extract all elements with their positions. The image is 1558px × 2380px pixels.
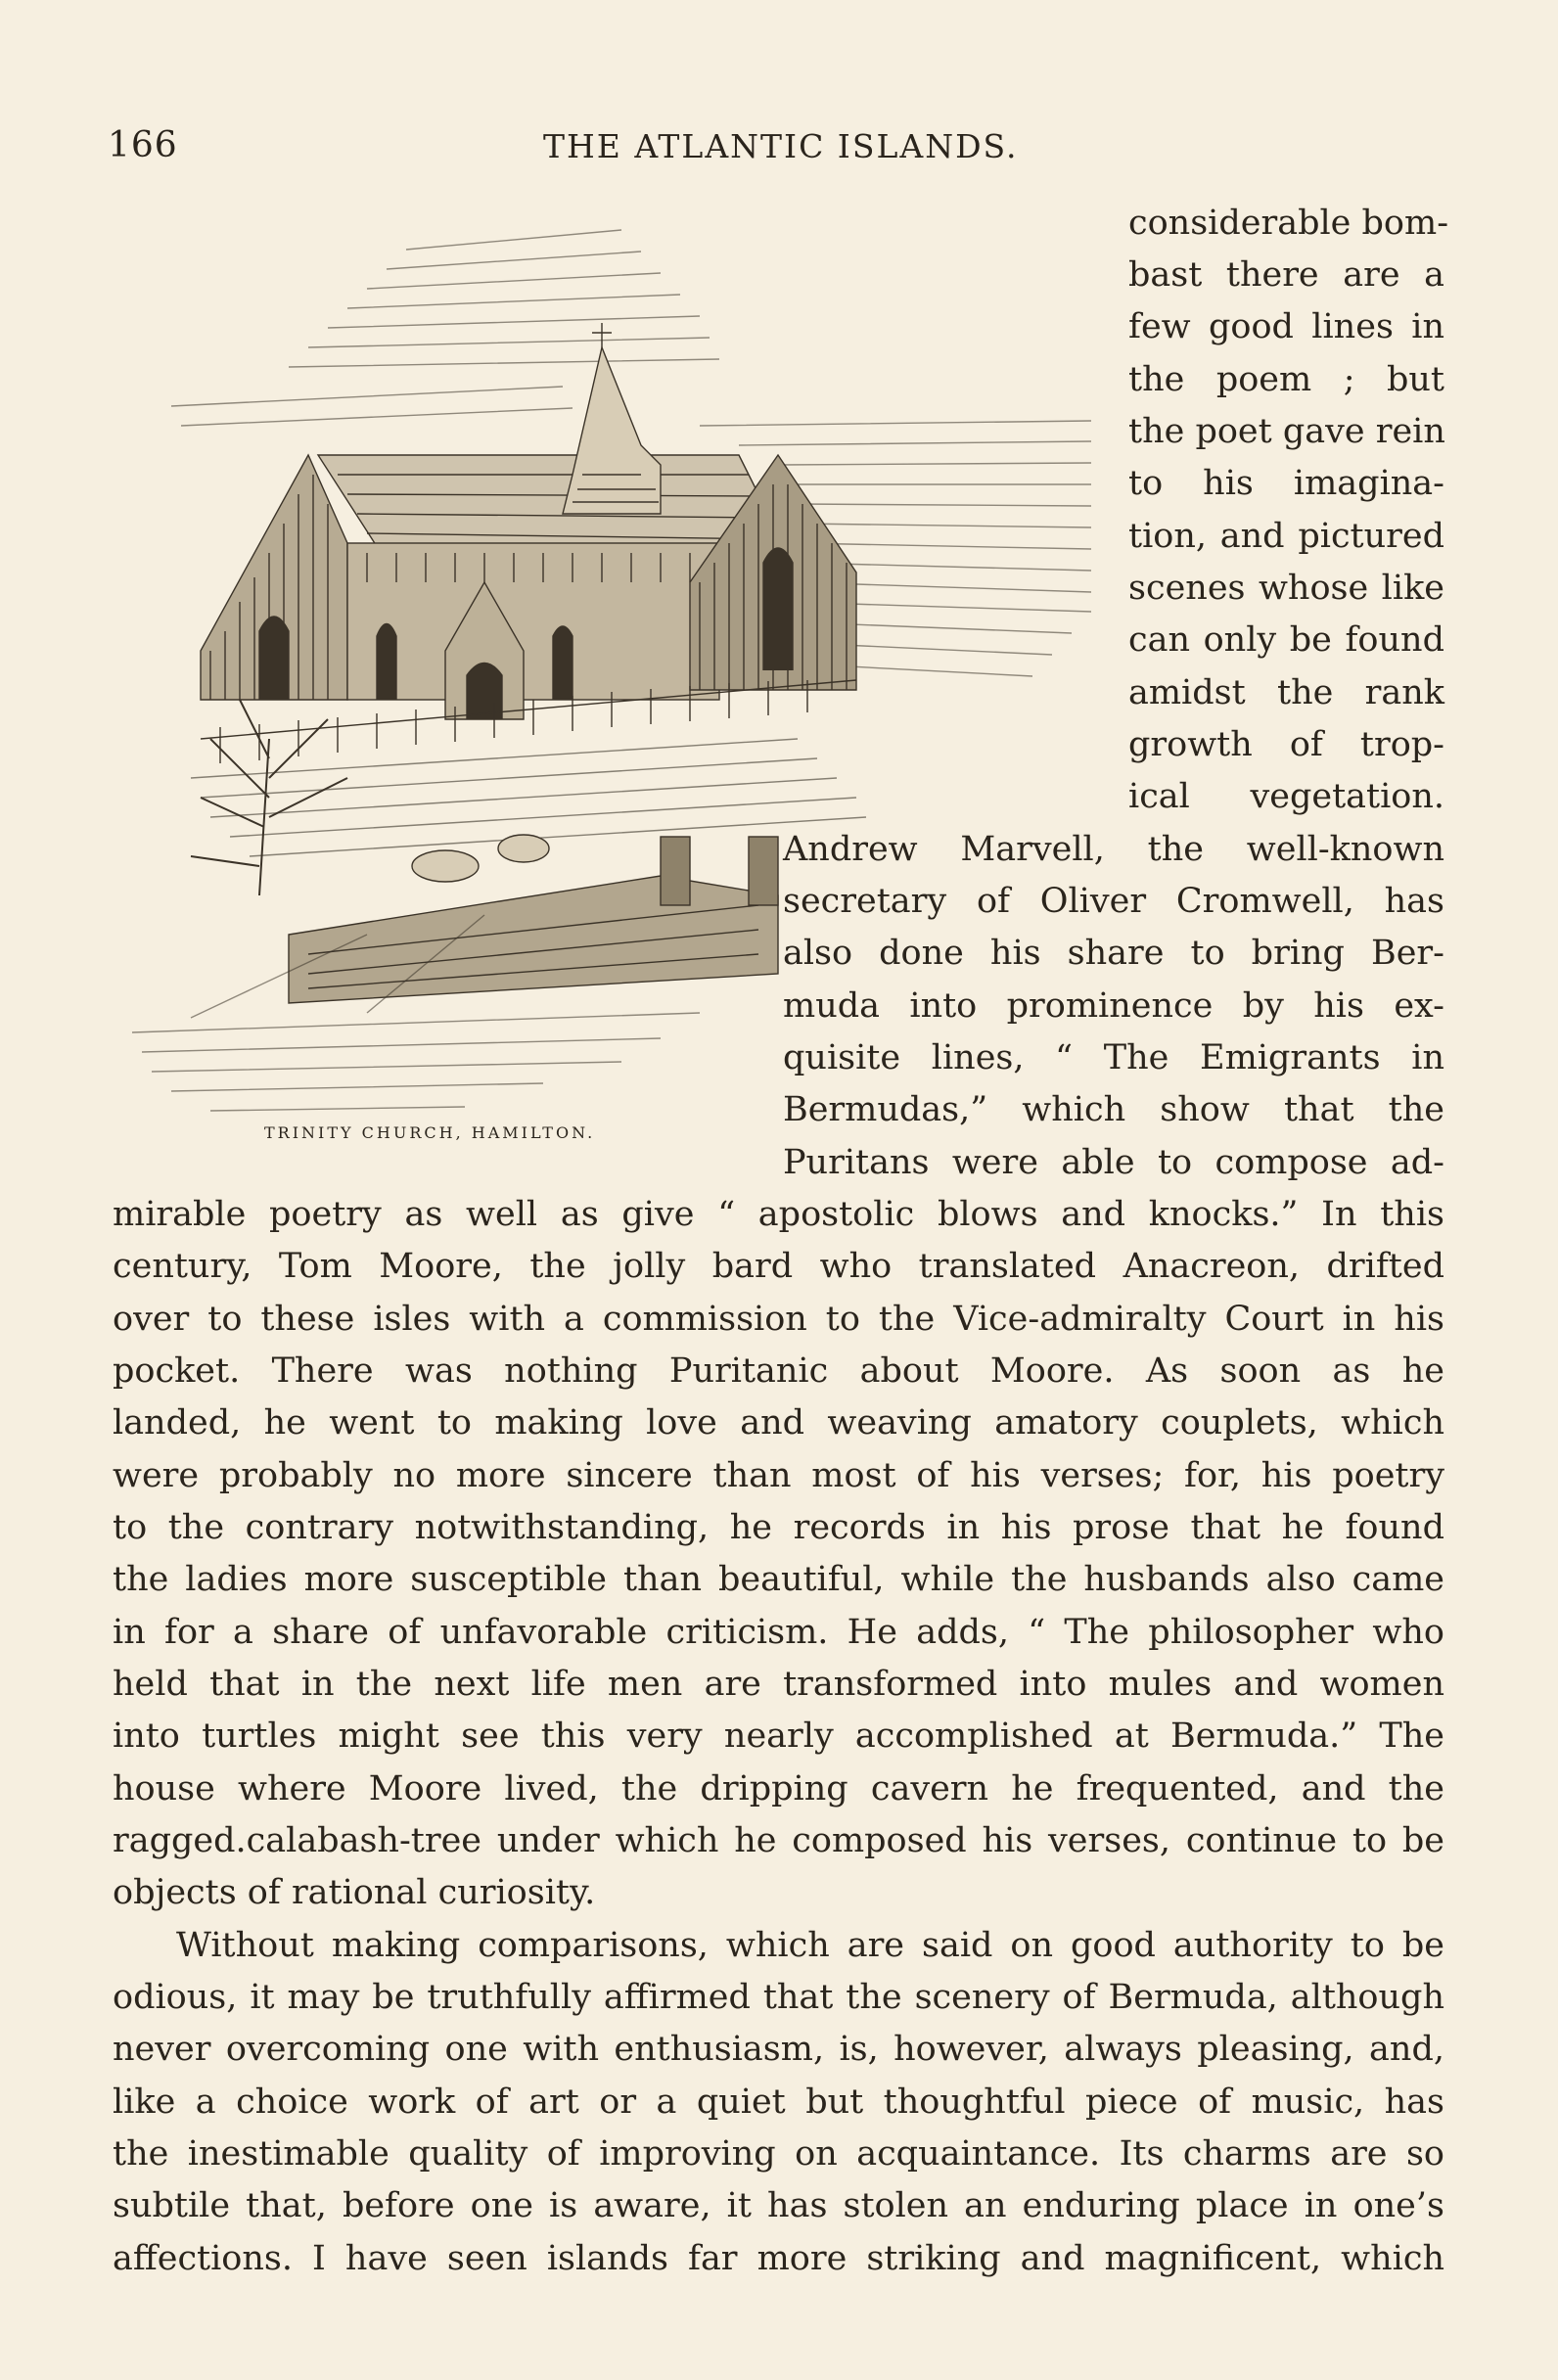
text-line: quisite lines, “ The Emigrants in bbox=[783, 1038, 1444, 1077]
text-line: the poet gave rein bbox=[1128, 412, 1445, 451]
text-line: the poem ; but bbox=[1128, 360, 1444, 399]
text-line: also done his share to bring Ber- bbox=[783, 934, 1444, 973]
church-tower bbox=[563, 323, 661, 514]
text-line: subtile that, before one is aware, it has stolen an enduring place in one’s bbox=[113, 2186, 1444, 2225]
text-line: affections. I have seen islands far more striking and magnificent, which bbox=[113, 2239, 1444, 2278]
paragraph-first-line: Without making comparisons, which are said on good authority to be bbox=[176, 1926, 1444, 1965]
text-line: to his imagina- bbox=[1128, 464, 1444, 503]
church-west-end bbox=[201, 455, 347, 700]
text-line: odious, it may be truthfully affirmed that the scenery of Bermuda, although bbox=[113, 1978, 1444, 2017]
text-line: ragged.calabash-tree under which he composed his verses, continue to be bbox=[113, 1821, 1444, 1860]
page-number: 166 bbox=[108, 125, 178, 165]
text-line: Andrew Marvell, the well-known bbox=[783, 830, 1444, 869]
text-line: Puritans were able to compose ad- bbox=[783, 1143, 1444, 1182]
text-line: over to these isles with a commission to the Vice-admiralty Court in his bbox=[113, 1300, 1444, 1339]
text-line: house where Moore lived, the dripping cavern he frequented, and the bbox=[113, 1769, 1444, 1808]
text-line: ical vegetation. bbox=[1128, 777, 1444, 816]
text-line: mirable poetry as well as give “ apostolic blows and knocks.” In this bbox=[113, 1195, 1444, 1234]
text-line: like a choice work of art or a quiet but thoughtful piece of music, has bbox=[113, 2082, 1444, 2122]
text-line: scenes whose like bbox=[1128, 569, 1444, 608]
text-line: the inestimable quality of improving on acquaintance. Its charms are so bbox=[113, 2134, 1444, 2174]
text-line: can only be found bbox=[1128, 620, 1444, 660]
text-line: into turtles might see this very nearly accomplished at Bermuda.” The bbox=[113, 1716, 1444, 1756]
text-line: the ladies more susceptible than beautiful, while the husbands also came bbox=[113, 1560, 1444, 1599]
text-line: secretary of Oliver Cromwell, has bbox=[783, 882, 1444, 921]
text-line: bast there are a bbox=[1128, 255, 1444, 295]
text-line: muda into prominence by his ex- bbox=[783, 986, 1444, 1026]
running-head: THE ATLANTIC ISLANDS. bbox=[543, 127, 1019, 165]
text-line: tion, and pictured bbox=[1128, 517, 1444, 556]
text-line: few good lines in bbox=[1128, 307, 1444, 346]
figure-caption: TRINITY CHURCH, HAMILTON. bbox=[264, 1123, 596, 1142]
text-line: in for a share of unfavorable criticism. He adds, “ The philosopher who bbox=[113, 1613, 1444, 1652]
text-line: held that in the next life men are transformed into mules and women bbox=[113, 1665, 1444, 1704]
text-line: century, Tom Moore, the jolly bard who translated Anacreon, drifted bbox=[113, 1247, 1444, 1286]
text-line: amidst the rank bbox=[1128, 673, 1444, 712]
text-line: growth of trop- bbox=[1128, 725, 1444, 764]
bare-tree bbox=[191, 700, 347, 895]
church-nave-wall bbox=[347, 543, 719, 700]
text-line: to the contrary notwithstanding, he records in his prose that he found bbox=[113, 1508, 1444, 1547]
text-line: objects of rational curiosity. bbox=[113, 1873, 596, 1912]
text-line: never overcoming one with enthusiasm, is, however, always pleasing, and, bbox=[113, 2030, 1444, 2069]
text-line: landed, he went to making love and weaving amatory couplets, which bbox=[113, 1403, 1444, 1442]
text-line: Bermudas,” which show that the bbox=[783, 1090, 1444, 1129]
text-line: pocket. There was nothing Puritanic about Moore. As soon as he bbox=[113, 1351, 1444, 1391]
text-line: considerable bom- bbox=[1128, 204, 1449, 243]
text-line: were probably no more sincere than most of his verses; for, his poetry bbox=[113, 1456, 1444, 1495]
